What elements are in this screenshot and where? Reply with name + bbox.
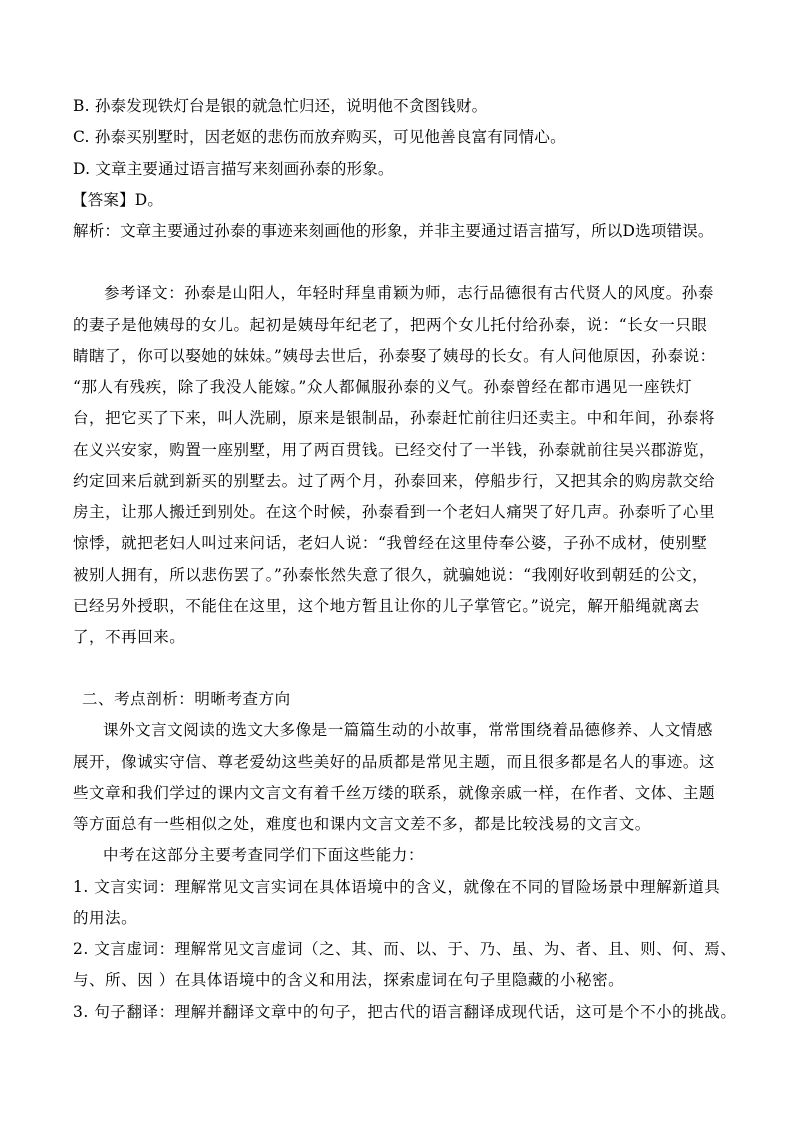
paragraph-line: 等方面总有一些相似之处，难度也和课内文言文差不多，都是比较浅易的文言文。 [73, 815, 651, 833]
answer: 【答案】D。 [72, 191, 164, 209]
paragraph-line: 课外文言文阅读的选文大多像是一篇篇生动的小故事，常常围绕着品德修养、人文情感 [103, 721, 713, 739]
option-b: B. 孙泰发现铁灯台是银的就急忙归还，说明他不贪图钱财。 [73, 97, 488, 115]
analysis: 解析：文章主要通过孙泰的事迹来刻画他的形象，并非主要通过语言描写，所以D选项错误。 [73, 222, 714, 240]
translation-line: 睛瞎了，你可以娶她的妹妹。”姨母去世后，孙泰娶了姨母的长女。有人问他原因，孙泰说： [73, 347, 716, 365]
list-item: 的用法。 [73, 909, 138, 927]
translation-line: 参考译文：孙泰是山阳人，年轻时拜皇甫颖为师，志行品德很有古代贤人的风度。孙泰 [104, 284, 714, 302]
list-item: 3. 句子翻译：理解并翻译文章中的句子，把古代的语言翻译成现代话，这可是个不小的挑战。 [73, 1003, 737, 1021]
translation-line: 已经另外授职，不能住在这里，这个地方暂且让你的儿子掌管它。”说完，解开船绳就离去 [73, 597, 700, 615]
translation-line: 惊悸，就把老妇人叫过来问话，老妇人说：“我曾经在这里侍奉公婆，子孙不成材，使别墅 [73, 534, 708, 552]
translation-line: 约定回来后就到新买的别墅去。过了两个月，孙泰回来，停船步行，又把其余的购房款交给 [73, 472, 716, 490]
translation-line: 被别人拥有，所以悲伤罢了。”孙泰怅然失意了很久，就骗她说：“我刚好收到朝廷的公文， [73, 566, 709, 584]
translation-line: 的妻子是他姨母的女儿。起初是姨母年纪老了，把两个女儿托付给孙泰，说：“长女一只眼 [73, 316, 708, 334]
translation-line: 在义兴安家，购置一座别墅，用了两百贯钱。已经交付了一半钱，孙泰就前往吴兴郡游览， [73, 441, 716, 459]
option-c: C. 孙泰买别墅时，因老妪的悲伤而放弃购买，可见他善良富有同情心。 [73, 128, 566, 146]
paragraph-line: 展开，像诚实守信、尊老爱幼这些美好的品质都是常见主题，而且很多都是名人的事迹。这 [73, 753, 716, 771]
translation-line: “那人有残疾，除了我没人能嫁。”众人都佩服孙泰的义气。孙泰曾经在都市遇见一座铁灯 [73, 378, 693, 396]
list-item: 1. 文言实词：理解常见文言实词在具体语境中的含义，就像在不同的冒险场景中理解新道具 [73, 878, 721, 896]
translation-line: 台，把它买了下来，叫人洗刷，原来是银制品，孙泰赶忙前往归还卖主。中和年间，孙泰将 [73, 409, 716, 427]
section-title: 二、考点剖析：明晰考查方向 [82, 690, 291, 708]
translation-line: 房主，让那人搬迁到别处。在这个时候，孙泰看到一个老妇人痛哭了好几声。孙泰听了心里 [73, 503, 716, 521]
translation-line: 了，不再回来。 [73, 628, 186, 646]
list-item: 2. 文言虚词：理解常见文言虚词（之、其、而、以、于、乃、虽、为、者、且、则、何、焉、 [73, 940, 737, 958]
paragraph-line: 中考在这部分主要考查同学们下面这些能力： [103, 846, 425, 864]
list-item: 与、所、因 ）在具体语境中的含义和用法，探索虚词在句子里隐藏的小秘密。 [73, 971, 625, 989]
option-d: D. 文章主要通过语言描写来刻画孙泰的形象。 [73, 160, 394, 178]
paragraph-line: 些文章和我们学过的课内文言文有着千丝万缕的联系，就像亲戚一样，在作者、文体、主题 [73, 784, 716, 802]
